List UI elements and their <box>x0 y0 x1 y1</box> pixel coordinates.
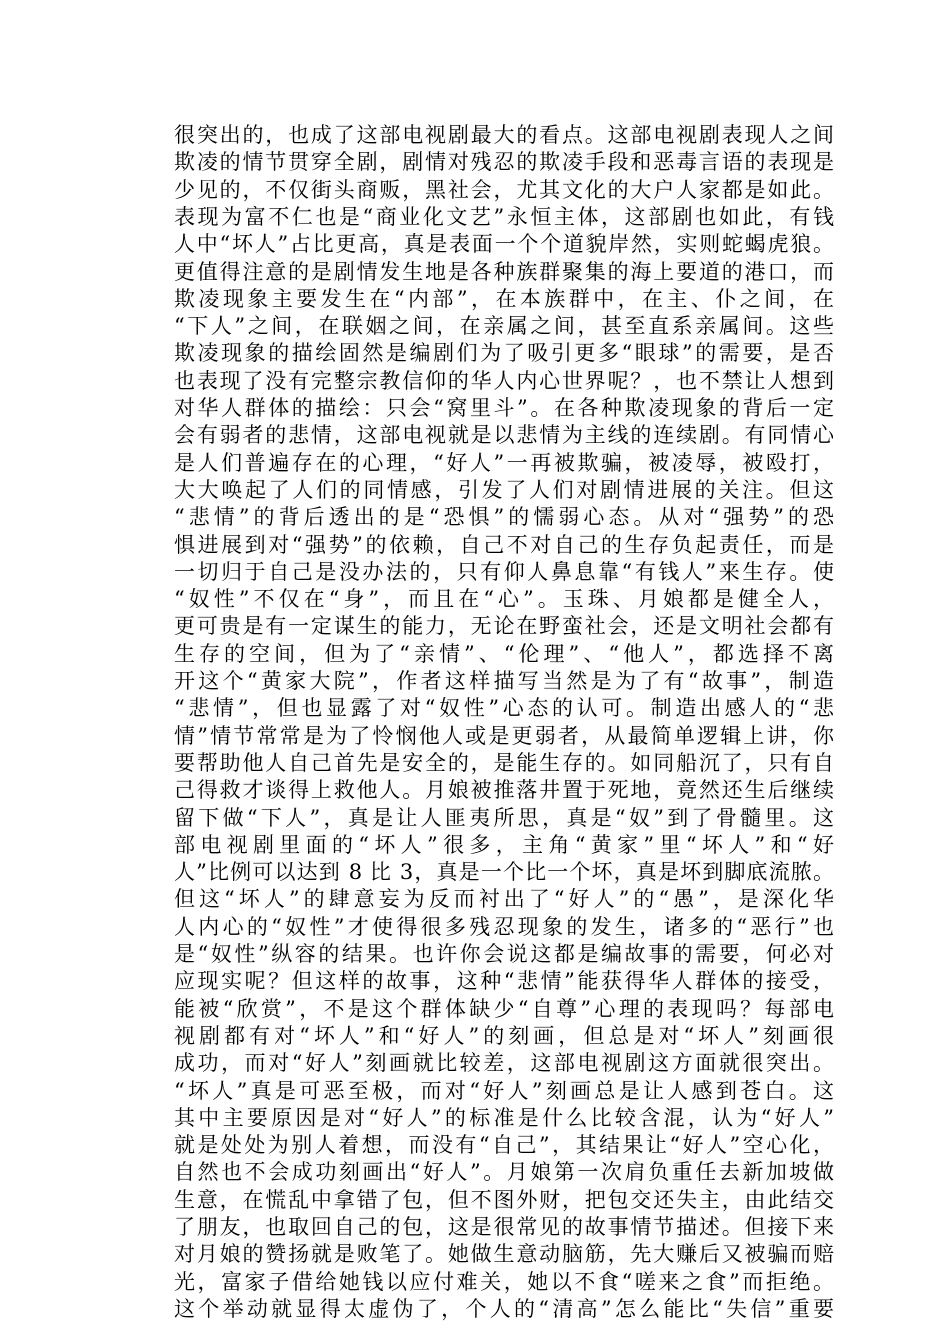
text-line: 大大唤起了人们的同情感，引发了人们对剧情进展的关注。但这 <box>174 477 834 502</box>
text-line: 欺凌现象的描绘固然是编剧们为了吸引更多“眼球”的需要，是否 <box>174 341 834 366</box>
text-line: “下人”之间，在联姻之间，在亲属之间，甚至直系亲属间。这些 <box>174 314 834 339</box>
text-line: 少见的，不仅街头商贩，黑社会，尤其文化的大户人家都是如此。 <box>174 177 834 202</box>
text-line: 是“奴性”纵容的结果。也许你会说这都是编故事的需要，何必对 <box>174 942 834 966</box>
text-line: 生意，在慌乱中拿错了包，但不图外财，把包交还失主，由此结交 <box>174 1187 834 1212</box>
text-line: “坏人”真是可恶至极，而对“好人”刻画总是让人感到苍白。这 <box>174 1078 834 1103</box>
text-line: 更值得注意的是剧情发生地是各种族群聚集的海上要道的港口，而 <box>174 259 834 284</box>
text-line: 会有弱者的悲情，这部电视就是以悲情为主线的连续剧。有同情心 <box>174 423 834 448</box>
text-line: 是人们普遍存在的心理，“好人”一再被欺骗，被凌辱，被殴打， <box>174 450 834 475</box>
text-line: 其中主要原因是对“好人”的标准是什么比较含混，认为“好人” <box>174 1105 834 1130</box>
text-line: 一切归于自己是没办法的，只有仰人鼻息靠“有钱人”来生存。使 <box>174 559 834 584</box>
text-line: 人内心的“奴性”才使得很多残忍现象的发生，诸多的“恶行”也 <box>174 914 834 939</box>
text-line: 能被“欣赏”，不是这个群体缺少“自尊”心理的表现吗？每部电 <box>174 996 834 1021</box>
text-line: 欺凌的情节贯穿全剧，剧情对残忍的欺凌手段和恶毒言语的表现是 <box>174 150 834 175</box>
text-line: 这个举动就显得太虚伪了，个人的“清高”怎么能比“失信”重要 <box>174 1296 834 1321</box>
text-line: 表现为富不仁也是“商业化文艺”永恒主体，这部剧也如此，有钱 <box>174 204 834 229</box>
text-line: 但这“坏人”的肆意妄为反而衬出了“好人”的“愚”，是深化华 <box>174 887 834 912</box>
text-line: 己得救才谈得上救他人。月娘被推落井置于死地，竟然还生后继续 <box>174 778 834 803</box>
text-line: “悲情”的背后透出的是“恐惧”的懦弱心态。从对“强势”的恐 <box>174 505 834 530</box>
text-line: “悲情”，但也显露了对“奴性”心态的认可。制造出感人的“悲 <box>174 696 834 721</box>
text-line: 人”比例可以达到 8 比 3，真是一个比一个坏，真是坏到脚底流脓。 <box>174 860 834 885</box>
text-line: 对华人群体的描绘：只会“窝里斗”。在各种欺凌现象的背后一定 <box>174 396 834 420</box>
text-line: 自然也不会成功刻画出“好人”。月娘第一次肩负重任去新加坡做 <box>174 1160 834 1185</box>
text-line: 部电视剧里面的“坏人”很多，主角“黄家”里“坏人”和“好 <box>174 832 834 857</box>
text-line: 应现实呢？但这样的故事，这种“悲情”能获得华人群体的接受， <box>174 969 834 994</box>
text-line: 很突出的，也成了这部电视剧最大的看点。这部电视剧表现人之间 <box>174 123 834 147</box>
text-line: 惧进展到对“强势”的依赖，自己不对自己的生存负起责任，而是 <box>174 532 834 557</box>
text-line: 视剧都有对“坏人”和“好人”的刻画，但总是对“坏人”刻画很 <box>174 1023 834 1048</box>
text-line: 留下做“下人”，真是让人匪夷所思，真是“奴”到了骨髓里。这 <box>174 805 834 830</box>
text-line: 了朋友，也取回自己的包，这是很常见的故事情节描述。但接下来 <box>174 1215 834 1239</box>
text-line: 人中“坏人”占比更高，真是表面一个个道貌岸然，实则蛇蝎虎狼。 <box>174 232 834 257</box>
text-line: 也表现了没有完整宗教信仰的华人内心世界呢？，也不禁让人想到 <box>174 368 834 393</box>
text-line: 生存的空间，但为了“亲情”、“伦理”、“他人”，都选择不离 <box>174 641 834 666</box>
text-line: 更可贵是有一定谋生的能力，无论在野蛮社会，还是文明社会都有 <box>174 614 834 639</box>
text-line: 就是处处为别人着想，而没有“自己”，其结果让“好人”空心化， <box>174 1133 834 1158</box>
text-line: 成功，而对“好人”刻画就比较差，这部电视剧这方面就很突出。 <box>174 1051 834 1076</box>
text-line: 情”情节常常是为了怜悯他人或是更弱者，从最简单逻辑上讲，你 <box>174 723 834 748</box>
text-line: 欺凌现象主要发生在“内部”，在本族群中，在主、仆之间，在 <box>174 286 834 311</box>
text-line: 开这个“黄家大院”，作者这样描写当然是为了有“故事”，制造 <box>174 669 834 693</box>
text-line: “奴性”不仅在“身”，而且在“心”。玉珠、月娘都是健全人， <box>174 587 834 612</box>
text-line: 光，富家子借给她钱以应付难关，她以不食“嗟来之食”而拒绝。 <box>174 1269 834 1294</box>
text-line: 要帮助他人自己首先是安全的，是能生存的。如同船沉了，只有自 <box>174 750 834 775</box>
text-line: 对月娘的赞扬就是败笔了。她做生意动脑筋，先大赚后又被骗而赔 <box>174 1242 834 1267</box>
